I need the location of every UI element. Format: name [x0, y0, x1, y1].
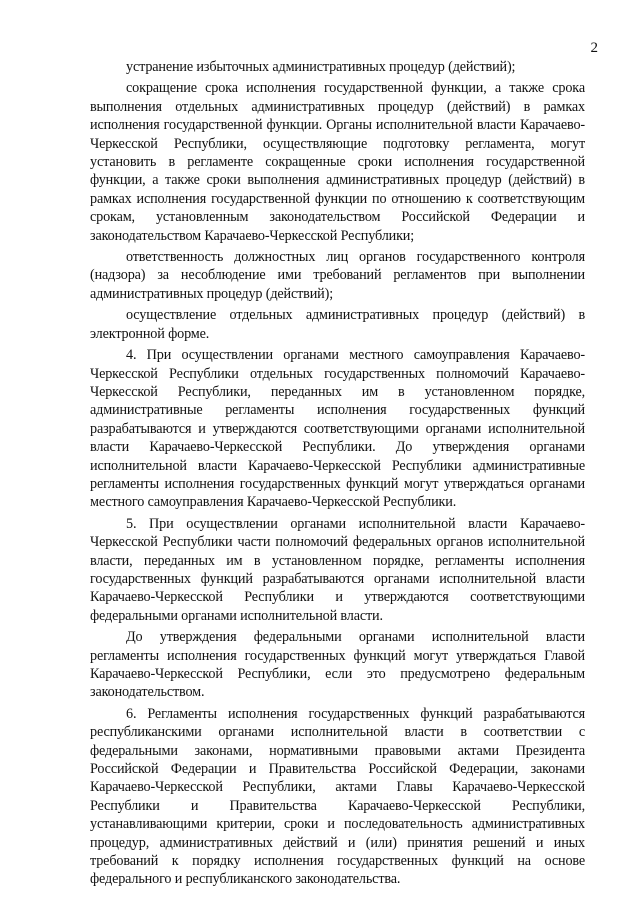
- paragraph-2: сокращение срока исполнения государственной функции, а также срока выполнения отдельных административных процедур (действий) в рамках исполнения государственной функции. Органы исполнительной власти Карачаево-Черкесской Республики, осуществляющие подготовку регламента, могут установить в регламенте сокращенные сроки исполнения государственной функции, а также сроки выполнения административных процедур (действий) в рамках исполнения государственной функции по отношению к соответствующим срокам, установленным законодательством Российской Федерации и законодательством Карачаево-Черкесской Республики;: [90, 80, 585, 244]
- paragraph-4: осуществление отдельных административных процедур (действий) в электронной форме.: [90, 307, 585, 342]
- paragraph-5: 4. При осуществлении органами местного самоуправления Карачаево-Черкесской Республики отдельных государственных полномочий Карачаево-Черкесской Республики, переданных им в установленном порядке, административные регламенты исполнения государственных функций разрабатываются и утверждаются соответствующими органами исполнительной власти Карачаево-Черкесской Республики. До утверждения органами исполнительной власти Карачаево-Черкесской Республики административные регламенты исполнения государственных функций могут утверждаться органами местного самоуправления Карачаево-Черкесской Республики.: [90, 347, 585, 511]
- paragraph-1: устранение избыточных административных процедур (действий);: [126, 59, 516, 75]
- document-body: [90, 58, 585, 892]
- paragraph-6: 5. При осуществлении органами исполнительной власти Карачаево-Черкесской Республики части полномочий федеральных органов исполнительной власти, переданных им в установленном порядке, регламенты исполнения государственных функций разрабатываются органами исполнительной власти Карачаево-Черкесской Республики и утверждаются соответствующими федеральными органами исполнительной власти.: [90, 515, 585, 624]
- paragraph-8: 6. Регламенты исполнения государственных функций разрабатываются республиканскими органами исполнительной власти в соответствии с федеральными законами, нормативными правовыми актами Президента Российской Федерации и Правительства Российской Федерации, законами Карачаево-Черкесской Республики, актами Главы Карачаево-Черкесской Республики и Правительства Карачаево-Черкесской Республики, устанавливающими критерии, сроки и последовательность административных процедур, административных действий и (или) принятия решений и иных требований к порядку исполнения государственных функций на основе федерального и республиканского законодательства.: [90, 705, 585, 888]
- paragraph-7: До утверждения федеральными органами исполнительной власти регламенты исполнения государственных функций могут утверждаться Главой Карачаево-Черкесской Республики, если это предусмотрено федеральным законодательством.: [90, 629, 585, 701]
- page-number: 2: [590, 40, 598, 56]
- paragraph-3: ответственность должностных лиц органов государственного контроля (надзора) за несоблюдение ими требований регламентов при выполнении административных процедур (действий);: [90, 249, 585, 302]
